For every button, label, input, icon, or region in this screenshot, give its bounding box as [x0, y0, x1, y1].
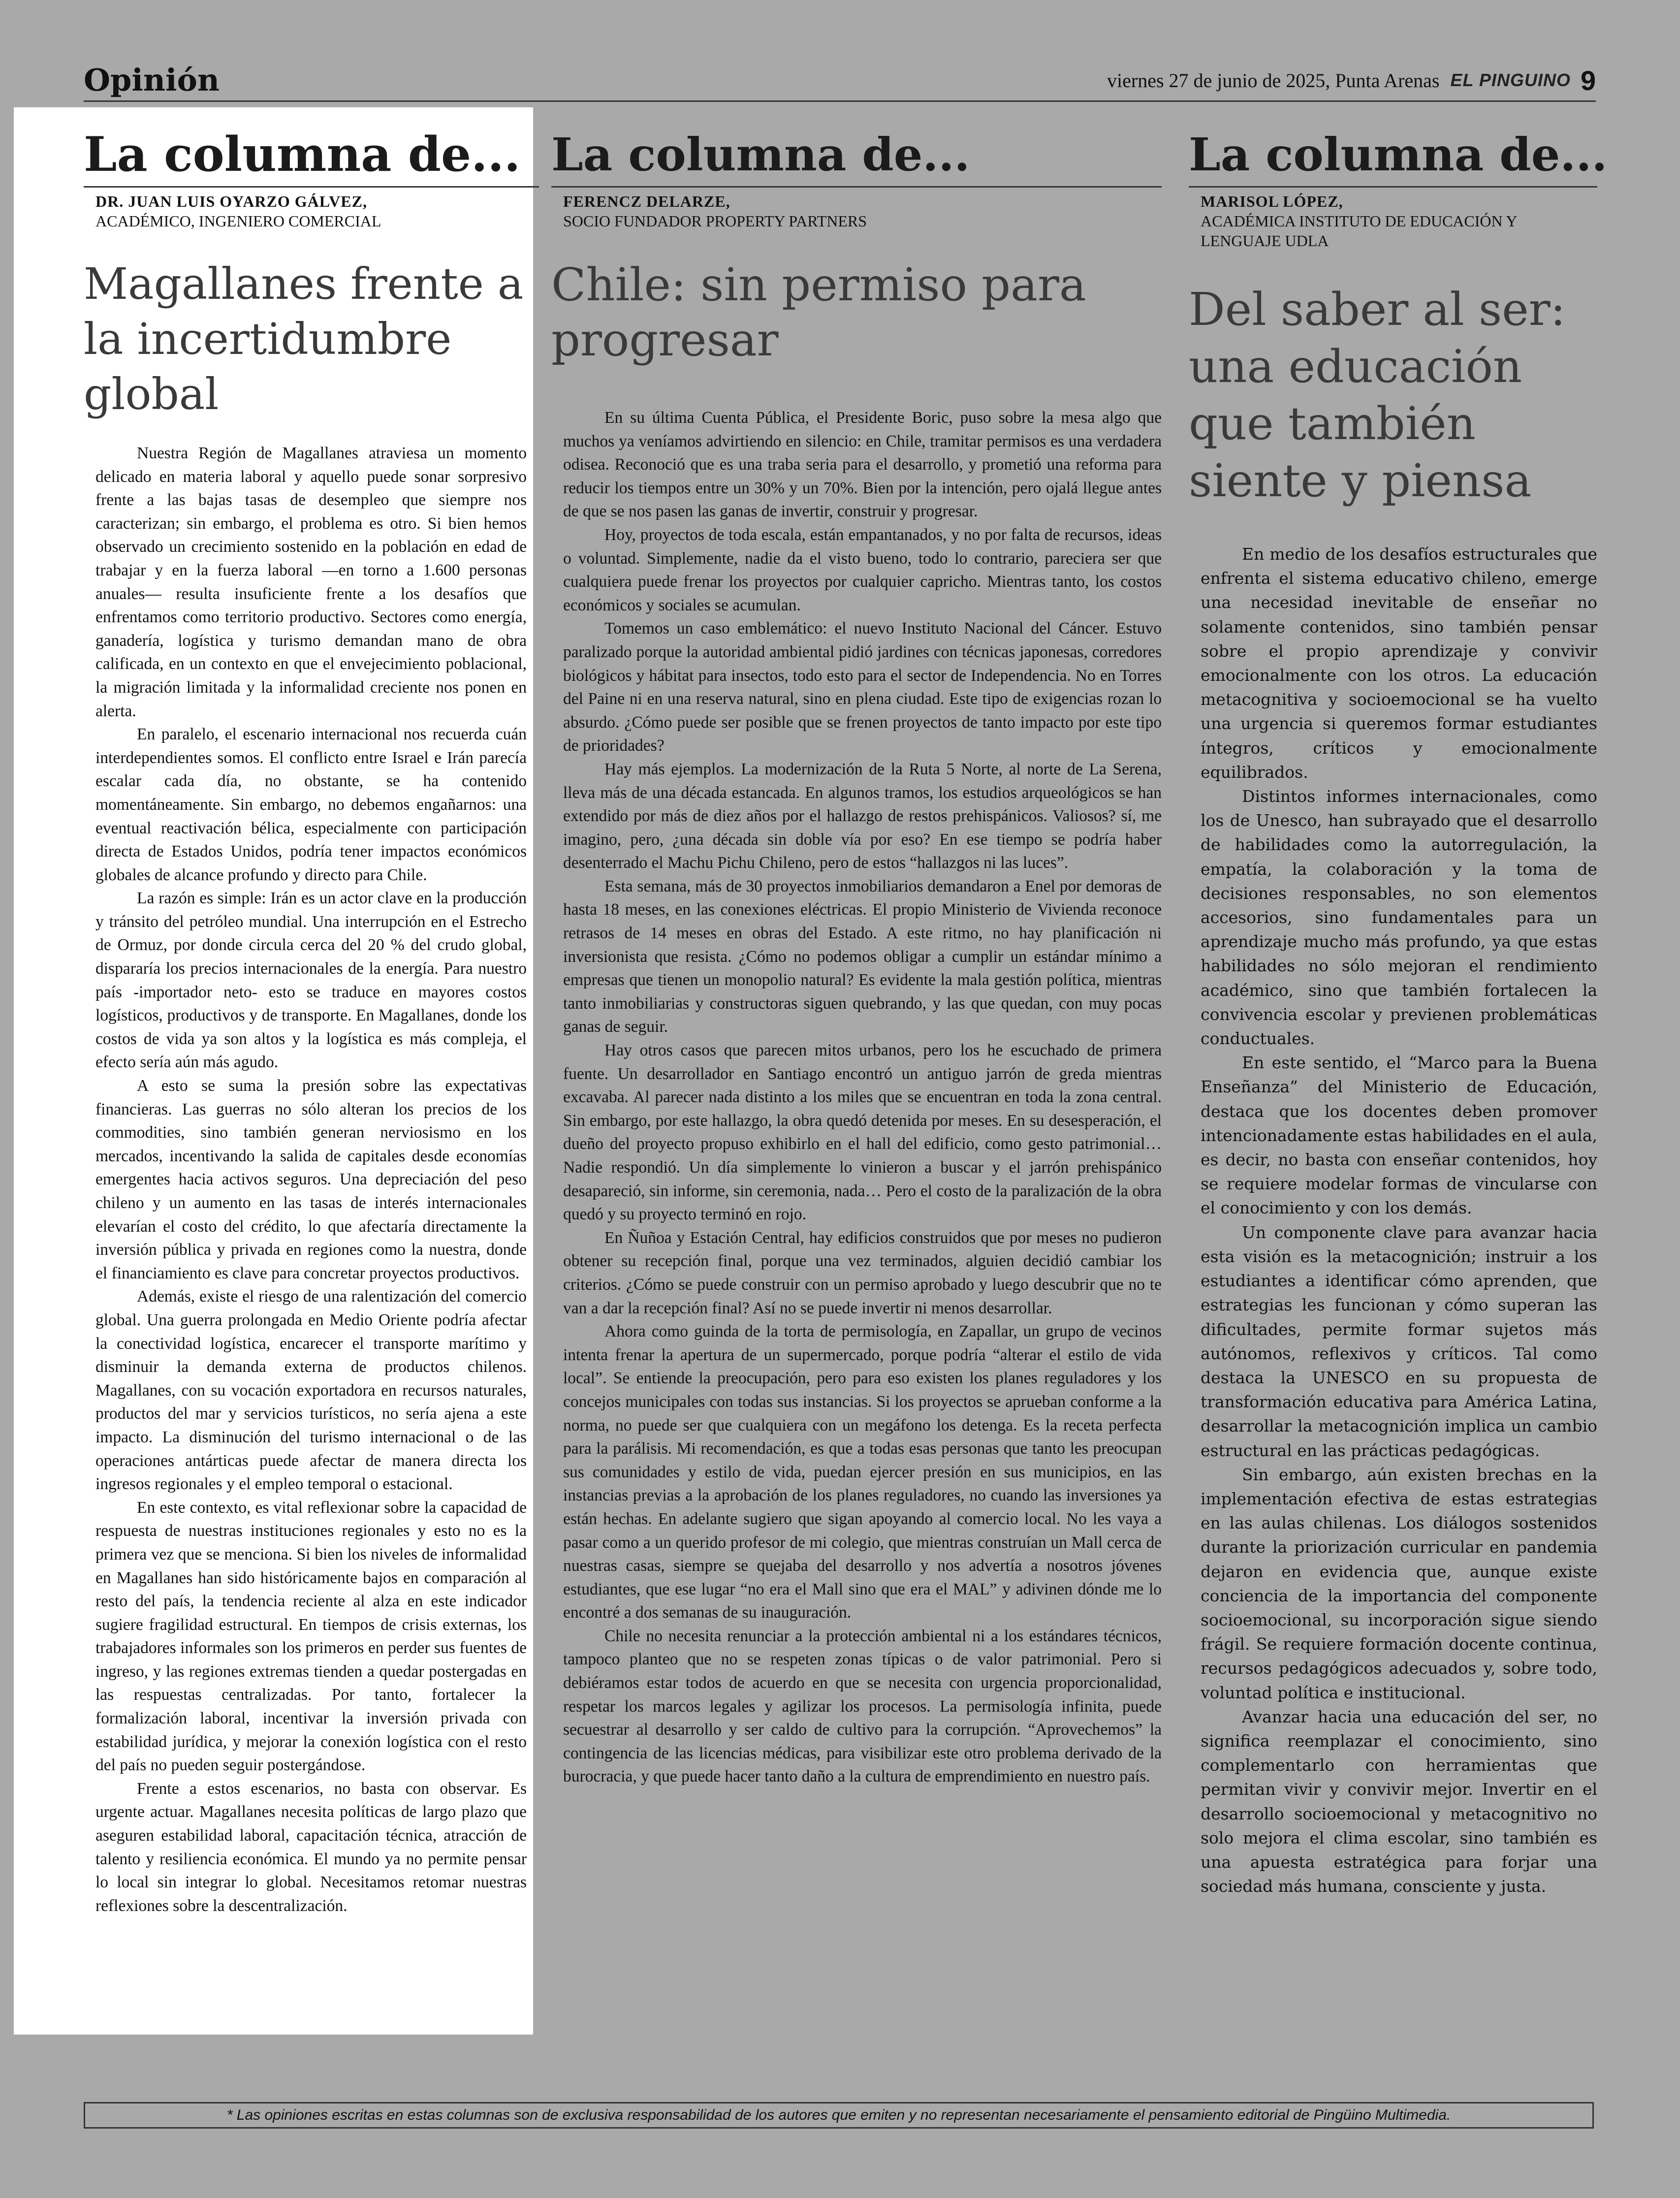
author-role: SOCIO FUNDADOR PROPERTY PARTNERS [563, 212, 867, 230]
header-info [1107, 60, 1596, 100]
article-title: Magallanes frente a la incertidumbre global [84, 258, 524, 419]
author-name: FERENCZ DELARZE, [563, 192, 730, 210]
article-paragraph: Chile no necesita renunciar a la protección ambiental ni a los estándares técnicos, tampoco planteo que no se respeten zonas típicas o de valor patrimonial. Pero si debiéramos estar todos de acuerdo en que se necesita con urgencia proporcionalidad, respetar los marcos legales y agilizar los procesos. La permisología infinita, puede secuestrar al desarrollo y ser caldo de cultivo para la corrupción. “Aprovechemos” la contingencia de las licencias médicas, para visibilizar este otro problema derivado de la burocracia, y que puede hacer tanto daño a la cultura de emprendimiento en nuestro país. [563, 1626, 1162, 1786]
article-paragraph: La razón es simple: Irán es un actor clave en la producción y tránsito del petróleo mundial. Una interrupción en el Estrecho de Ormuz, por donde circula cerca del 20 % del crudo global, dispararía los precios internacionales de la energía. Para nuestro país -importador neto- esto se traduce en mayores costos logísticos, productivos y de transporte. En Magallanes, donde los costos de vida ya son altos y la logística es más compleja, el efecto sería aún más agudo. [95, 889, 527, 1072]
article-paragraph: En medio de los desafíos estructurales que enfrenta el sistema educativo chileno, emerge una necesidad inevitable de enseñar no solamente contenidos, sino también pensar sobre el propio aprendizaje y convivir emocionalmente con los otros. La educación metacognitiva y socioemocional se ha vuelto una urgencia si queremos formar estudiantes íntegros, críticos y emocionalmente equilibrados. [1201, 544, 1597, 782]
author-role: ACADÉMICO, INGENIERO COMERCIAL [95, 212, 381, 230]
column-1 [84, 123, 527, 1917]
column-label: La columna de... [1189, 123, 1597, 188]
article-paragraph: En este sentido, el “Marco para la Buena Enseñanza” del Ministerio de Educación, destaca que los docentes deben promover intencionadamente estas habilidades en el aula, es decir, no basta con enseñar contenidos, hoy se requiere modelar formas de vincularse con el conocimiento y con los demás. [1201, 1053, 1597, 1218]
article-paragraph: Tomemos un caso emblemático: el nuevo Instituto Nacional del Cáncer. Estuvo paralizado porque la autoridad ambiental pidió jardines con técnicas japonesas, corredores biológicos y hábitat para insectos, todo esto para el sector de Independencia. No en Torres del Paine ni en una reserva natural, sino en plena ciudad. Este tipo de exigencias rozan lo absurdo. ¿Cómo puede ser posible que se frenen proyectos de tanto impacto por este tipo de prioridades? [563, 619, 1162, 755]
article-paragraph: Hay otros casos que parecen mitos urbanos, pero los he escuchado de primera fuente. Un desarrollador en Santiago encontró un antiguo jarrón de greda mientras excavaba. Al parecer nada distinto a los miles que se encuentran en toda la zona central. Sin embargo, por este hallazgo, la obra quedó detenida por meses. En su desesperación, el dueño del proyecto propuso exhibirlo en el hall del edificio, como gesto patrimonial… Nadie respondió. Un día simplemente lo vinieron a buscar y el jarrón prehispánico desapareció, sin informe, sin ceremonia, nada… Pero el costo de la paralización de la obra quedó y su proyecto terminó en rojo. [563, 1041, 1162, 1224]
column-3 [1189, 123, 1608, 1898]
column-label: La columna de... [551, 123, 1162, 188]
article-paragraph: Esta semana, más de 30 proyectos inmobiliarios demandaron a Enel por demoras de hasta 18 meses, en las conexiones eléctricas. El propio Ministerio de Vivienda reconoce retrasos de 14 meses en obras del Estado. A este ritmo, no hay planificación ni inversionista que resista. ¿Cómo no podemos obligar a cumplir un estándar mínimo a empresas que tienen un monopolio natural? Es evidente la mala gestión política, mientras tanto inmobiliarias y constructoras siguen quebrando, y las que quedan, con muy pocas ganas de seguir. [563, 877, 1162, 1036]
article-paragraph: Nuestra Región de Magallanes atraviesa un momento delicado en materia laboral y aquello puede sonar sorpresivo frente a las bajas tasas de desempleo que siempre nos caracterizan; sin embargo, el problema es otro. Si bien hemos observado un crecimiento sostenido en la población en edad de trabajar y en la fuerza laboral —en torno a 1.600 personas anuales— resulta insuficiente frente a los desafíos que enfrentamos como territorio productivo. Sectores como energía, ganadería, logística y turismo demandan mano de obra calificada, en un contexto en que el envejecimiento poblacional, la migración limitada y la informalidad creciente nos ponen en alerta. [95, 444, 527, 720]
author-block [95, 191, 527, 231]
disclaimer-box [84, 2102, 1594, 2129]
author-block [563, 191, 1162, 231]
article-paragraph: Ahora como guinda de la torta de permisología, en Zapallar, un grupo de vecinos intenta frenar la apertura de un supermercado, porque podría “alterar el estilo de vida local”. Se entiende la preocupación, pero para eso existen los planes reguladores y los concejos municipales con todas sus instancias. Si los proyectos se aprueban conforme a la norma, no puede ser que cualquiera con un megáfono los detenga. Es la receta perfecta para la parálisis. Mi recomendación, es que a todas esas personas que tanto les preocupan sus comunidades y estilo de vida, puedan ejercer presión en sus municipios, en las instancias previas a la aprobación de los planes reguladores, no cuando las inversiones ya están hechas. En adelante sugiero que sigan apoyando al comercio local. No les vaya a pasar como a un querido profesor de mi colegio, que mientras construían un Mall cerca de nuestras casas, siempre se quejaba del desarrollo y nos advertía a nosotros jóvenes estudiantes, que ese lugar “no era el Mall sino que era el MAL” y adivinen dónde me lo encontré a dos semanas de su inauguración. [563, 1322, 1162, 1622]
article-paragraph: Sin embargo, aún existen brechas en la implementación efectiva de estas estrategias en las aulas chilenas. Los diálogos sostenidos durante la priorización curricular en pandemia dejaron en evidencia que, aunque existe conciencia de la importancia del componente socioemocional, su incorporación sigue siendo frágil. Se requiere formación docente continua, recursos pedagógicos adecuados y, sobre todo, voluntad política e institucional. [1201, 1465, 1597, 1702]
page-number: 9 [1580, 64, 1596, 96]
article-body [563, 406, 1162, 1788]
column-2 [551, 123, 1162, 1788]
article-paragraph: Hay más ejemplos. La modernización de la Ruta 5 Norte, al norte de La Serena, lleva más de una década estancada. En algunos tramos, los estudios arqueológicos se han extendido por más de diez años por el hallazgo de restos prehispánicos. Valiosos? sí, me imagino, pero, ¿una década sin doble vía por eso? En ese tiempo se podría haber desenterrado el Machu Pichu Chileno, pero de estos “hallazgos ni las luces”. [563, 760, 1162, 872]
article-paragraph: Frente a estos escenarios, no basta con observar. Es urgente actuar. Magallanes necesita políticas de largo plazo que aseguren estabilidad laboral, capacitación técnica, atracción de talento y resiliencia económica. El mundo ya no permite pensar lo local sin integrar lo global. Necesitamos retomar nuestras reflexiones sobre la descentralización. [95, 1779, 527, 1915]
author-name: MARISOL LÓPEZ, [1201, 192, 1343, 210]
author-role: ACADÉMICA INSTITUTO DE EDUCACIÓN Y LENGUAJE UDLA [1201, 212, 1517, 250]
article-paragraph: En Ñuñoa y Estación Central, hay edificios construidos que por meses no pudieron obtener su recepción final, porque una vez terminados, alguien decidió cambiar los criterios. ¿Cómo se puede construir con un permiso aprobado y luego descubrir que no te van a dar la recepción final? Así no se puede invertir ni menos desarrollar. [563, 1228, 1162, 1317]
issue-date: viernes 27 de junio de 2025, Punta Arenas [1107, 69, 1440, 92]
disclaimer-text: * Las opiniones escritas en estas columnas son de exclusiva responsabilidad de los autores que emiten y no representan necesariamente el pensamiento editorial de Pingüino Multimedia. [226, 2107, 1451, 2123]
newspaper-name: EL PINGUINO [1450, 70, 1571, 90]
column-label: La columna de... [84, 123, 539, 188]
article-paragraph: Un componente clave para avanzar hacia esta visión es la metacognición; instruir a los estudiantes a identificar cómo aprenden, que estrategias les funcionan y cómo superan las dificultades, permite formar sujetos más autónomos, reflexivos y críticos. Tal como destaca la UNESCO en su propuesta de transformación educativa para América Latina, desarrollar la metacognición implica un cambio estructural en las prácticas pedagógicas. [1201, 1222, 1597, 1460]
article-paragraph: En paralelo, el escenario internacional nos recuerda cuán interdependientes somos. El conflicto entre Israel e Irán parecía escalar cada día, no obstante, se ha contenido momentáneamente. Sin embargo, no debemos engañarnos: una eventual reactivación bélica, especialmente con participación directa de Estados Unidos, podría tener impactos económicos globales de alcance profundo y directo para Chile. [95, 725, 527, 884]
article-title: Del saber al ser: una educación que también siente y piensa [1189, 283, 1566, 507]
article-body [1201, 542, 1597, 1898]
article-body [95, 442, 527, 1917]
author-block [1201, 191, 1597, 251]
article-paragraph: En su última Cuenta Pública, el Presidente Boric, puso sobre la mesa algo que muchos ya veníamos advirtiendo en silencio: en Chile, tramitar permisos es una verdadera odisea. Reconoció que es una traba seria para el desarrollo, y prometió una reforma para reducir los tiempos entre un 30% y un 70%. Bien por la intención, pero ojalá llegue antes de que se nos pasen las ganas de invertir, construir y progresar. [563, 409, 1162, 521]
author-name: DR. JUAN LUIS OYARZO GÁLVEZ, [95, 192, 367, 210]
article-title: Chile: sin permiso para progresar [551, 258, 1086, 366]
article-paragraph: Además, existe el riesgo de una ralentización del comercio global. Una guerra prolongada en Medio Oriente podría afectar la conectividad logística, encarecer el transporte marítimo y disminuir la demanda externa de productos chilenos. Magallanes, con su vocación exportadora en recursos naturales, productos del mar y servicios turísticos, no sería ajena a este impacto. La disminución del turismo internacional o de las operaciones antárticas puede afectar de manera directa los ingresos regionales y el empleo temporal o estacional. [95, 1287, 527, 1494]
article-paragraph: A esto se suma la presión sobre las expectativas financieras. Las guerras no sólo alteran los precios de los commodities, sino también generan nerviosismo en los mercados, incentivando la salida de capitales desde economías emergentes hacia activos seguros. Una depreciación del peso chileno y un aumento en las tasas de interés internacionales elevarían el costo del crédito, lo que afectaría directamente la inversión pública y privada en regiones como la nuestra, donde el financiamiento es clave para concretar proyectos productivos. [95, 1077, 527, 1282]
article-paragraph: En este contexto, es vital reflexionar sobre la capacidad de respuesta de nuestras instituciones regionales y esto no es la primera vez que se menciona. Si bien los niveles de informalidad en Magallanes han sido históricamente bajos en comparación al resto del país, la tendencia reciente al alza en este indicador sugiere fragilidad estructural. En tiempos de crisis externas, los trabajadores informales son los primeros en perder sus fuentes de ingreso, y las regiones extremas tienden a quedar postergadas en las respuestas centralizadas. Por tanto, fortalecer la formalización laboral, incentivar la inversión privada con estabilidad jurídica, y mejorar la conexión logística con el resto del país no pueden seguir postergándose. [95, 1498, 527, 1775]
article-paragraph: Distintos informes internacionales, como los de Unesco, han subrayado que el desarrollo de habilidades como la autorregulación, la empatía, la colaboración y la toma de decisiones responsables, no son elementos accesorios, sino fundamentales para un aprendizaje mucho más profundo, ya que estas habilidades no sólo mejoran el rendimiento académico, sino que también fortalecen la convivencia escolar y previenen problemáticas conductuales. [1201, 787, 1597, 1049]
section-name: Opinión [84, 62, 220, 98]
page-header [84, 60, 1596, 102]
article-paragraph: Avanzar hacia una educación del ser, no significa reemplazar el conocimiento, sino complementarlo con herramientas que permitan vivir y convivir mejor. Invertir en el desarrollo socioemocional y metacognitivo no solo mejora el clima escolar, sino también es una apuesta estratégica para forjar una sociedad más humana, consciente y justa. [1201, 1707, 1597, 1896]
article-paragraph: Hoy, proyectos de toda escala, están empantanados, y no por falta de recursos, ideas o voluntad. Simplemente, nadie da el visto bueno, todo lo contrario, pareciera ser que cualquiera puede frenar los proyectos por cualquier capricho. Mientras tanto, los costos económicos y sociales se acumulan. [563, 525, 1162, 614]
